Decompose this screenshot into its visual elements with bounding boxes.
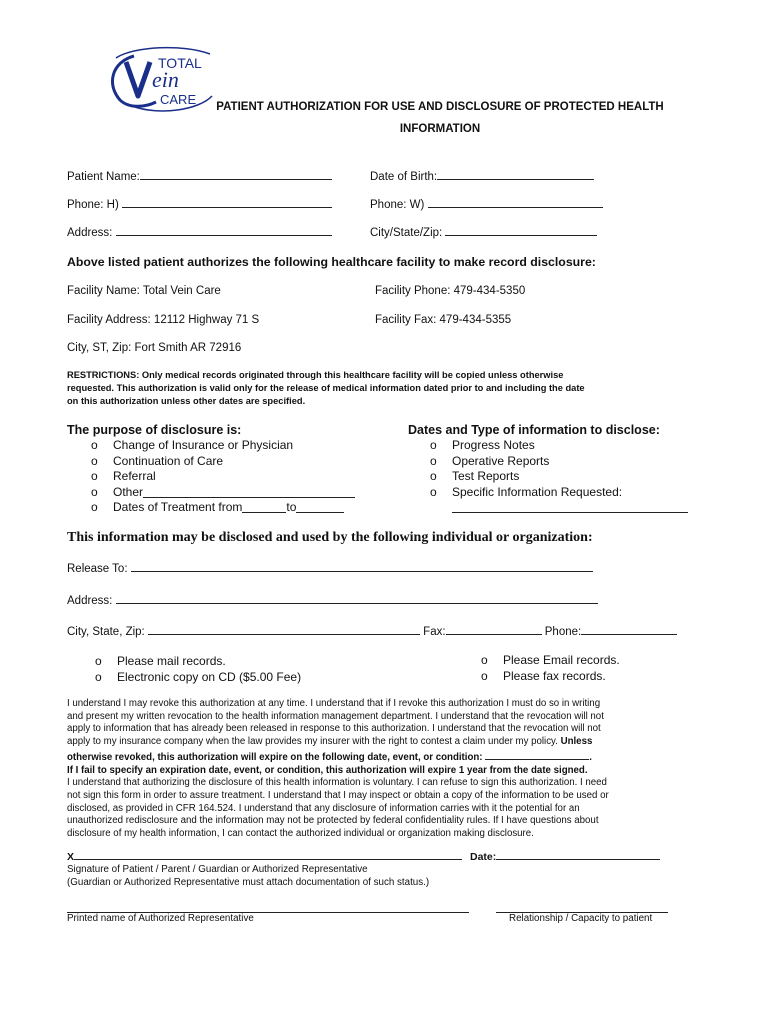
facility-name: Facility Name: Total Vein Care bbox=[67, 285, 221, 297]
restrictions-line: on this authorization unless other dates are specified. bbox=[67, 396, 306, 406]
form-title-line1: PATIENT AUTHORIZATION FOR USE AND DISCLOSURE OF PROTECTED HEALTH bbox=[216, 101, 664, 113]
city-state-zip-blank[interactable] bbox=[445, 224, 597, 236]
purpose-list bbox=[91, 438, 355, 516]
signature-date-field[interactable] bbox=[470, 849, 660, 863]
legal-paragraph-revocation bbox=[67, 698, 707, 841]
purpose-option-referral[interactable] bbox=[91, 469, 355, 485]
patient-name-blank[interactable] bbox=[140, 168, 332, 180]
expiration-blank[interactable] bbox=[485, 749, 589, 760]
delivery-option-mail[interactable] bbox=[95, 654, 301, 670]
delivery-option-email[interactable] bbox=[481, 653, 620, 669]
checkbox-circle-icon[interactable]: o bbox=[430, 438, 437, 452]
address-label: Address: bbox=[67, 227, 113, 239]
option-label: Other bbox=[113, 484, 144, 499]
phone-home-blank[interactable] bbox=[122, 196, 332, 208]
legal-line: not sign this form in order to assure treatment. I understand that I may inspect or obtain a copy of the information to be used or bbox=[67, 789, 609, 801]
option-label: Progress Notes bbox=[452, 438, 535, 452]
release-fax-label: Fax: bbox=[423, 626, 446, 638]
restrictions-line: RESTRICTIONS: Only medical records originated through this healthcare facility will be copied unless otherwise bbox=[67, 370, 564, 380]
signature-x-mark: X bbox=[67, 851, 75, 863]
relationship-caption: Relationship / Capacity to patient bbox=[509, 913, 653, 924]
option-label: Please fax records. bbox=[503, 668, 606, 683]
date-of-birth-blank[interactable] bbox=[437, 168, 594, 180]
printed-name-caption: Printed name of Authorized Representative bbox=[67, 913, 254, 924]
checkbox-circle-icon[interactable]: o bbox=[91, 438, 98, 452]
phone-home-field[interactable] bbox=[67, 196, 332, 211]
checkbox-circle-icon[interactable]: o bbox=[430, 484, 437, 499]
dates-from-blank[interactable] bbox=[242, 500, 286, 513]
purpose-option-continuation-of-care[interactable] bbox=[91, 454, 355, 470]
facility-phone: Facility Phone: 479-434-5350 bbox=[375, 285, 526, 297]
purpose-option-dates-of-treatment[interactable] bbox=[91, 500, 355, 516]
release-city-blank[interactable] bbox=[148, 623, 420, 635]
signature-blank[interactable] bbox=[74, 849, 462, 860]
option-label: Please Email records. bbox=[503, 653, 620, 667]
restrictions-line: requested. This authorization is valid only for the release of medical information dated prior to and including the date bbox=[67, 383, 585, 393]
facility-address: Facility Address: 12112 Highway 71 S bbox=[67, 314, 260, 326]
release-address-label: Address: bbox=[67, 595, 113, 607]
legal-line: disclosure of my health information, I can contact the authorized individual or organization making disclosure. bbox=[67, 828, 534, 840]
option-label: Test Reports bbox=[452, 469, 520, 484]
option-label: Electronic copy on CD ($5.00 Fee) bbox=[117, 669, 302, 684]
checkbox-circle-icon[interactable]: o bbox=[95, 654, 102, 668]
checkbox-circle-icon[interactable]: o bbox=[430, 453, 437, 468]
logo-text-care: CARE bbox=[160, 92, 197, 107]
phone-work-label: Phone: W) bbox=[370, 199, 425, 211]
checkbox-circle-icon[interactable]: o bbox=[91, 500, 98, 515]
legal-line: and present my written revocation to the health information management department. I understand that the revocation will not bbox=[67, 710, 604, 722]
disclosed-heading: This information may be disclosed and used by the following individual or organization: bbox=[67, 530, 593, 545]
delivery-option-fax[interactable] bbox=[481, 669, 620, 685]
unless-text: Unless bbox=[560, 736, 593, 748]
logo-text-total: TOTAL bbox=[158, 55, 202, 71]
checkbox-circle-icon[interactable]: o bbox=[91, 469, 98, 484]
release-to-field[interactable] bbox=[67, 560, 593, 575]
purpose-option-other[interactable] bbox=[91, 485, 355, 501]
dates-to-blank[interactable] bbox=[296, 500, 344, 513]
release-phone-blank[interactable] bbox=[581, 623, 677, 635]
authorizes-heading: Above listed patient authorizes the following healthcare facility to make record disclosure: bbox=[67, 255, 596, 269]
release-address-field[interactable] bbox=[67, 592, 598, 607]
restrictions-block bbox=[67, 369, 585, 408]
signature-caption-note: (Guardian or Authorized Representative must attach documentation of such status.) bbox=[67, 877, 430, 888]
release-city-label: City, State, Zip: bbox=[67, 626, 145, 638]
checkbox-circle-icon[interactable]: o bbox=[481, 653, 488, 667]
delivery-option-cd[interactable] bbox=[95, 670, 301, 686]
phone-work-blank[interactable] bbox=[428, 196, 603, 208]
city-state-zip-label: City/State/Zip: bbox=[370, 227, 443, 239]
release-to-blank[interactable] bbox=[131, 560, 593, 572]
option-label-to: to bbox=[286, 500, 297, 515]
checkbox-circle-icon[interactable]: o bbox=[481, 668, 488, 683]
phone-home-label: Phone: H) bbox=[67, 199, 119, 211]
delivery-options-left bbox=[95, 654, 301, 685]
option-label: Continuation of Care bbox=[113, 453, 224, 468]
dates-type-heading: Dates and Type of information to disclose: bbox=[408, 423, 660, 437]
release-address-blank[interactable] bbox=[116, 592, 598, 604]
expiration-line[interactable]: otherwise revoked, this authorization will expire on the following date, event, or condition: . bbox=[67, 749, 707, 765]
dates-type-list bbox=[430, 438, 688, 513]
legal-line: disclosed, as provided in CFR 164.524. I understand that any disclosure of information carries with it the potential for an bbox=[67, 802, 580, 814]
specific-information-blank[interactable] bbox=[452, 500, 688, 513]
delivery-options-right bbox=[481, 653, 620, 684]
checkbox-circle-icon[interactable]: o bbox=[430, 469, 437, 484]
facility-fax: Facility Fax: 479-434-5355 bbox=[375, 314, 512, 326]
signature-date-label: Date: bbox=[470, 851, 497, 863]
checkbox-circle-icon[interactable]: o bbox=[91, 484, 98, 499]
release-city-field[interactable] bbox=[67, 623, 677, 638]
phone-work-field[interactable] bbox=[370, 196, 603, 211]
legal-line: I understand that authorizing the disclosure of this health information is voluntary. I can refuse to sign this authorization. I need bbox=[67, 777, 607, 789]
other-blank[interactable] bbox=[143, 485, 355, 498]
patient-name-label: Patient Name: bbox=[67, 171, 140, 183]
info-option-test-reports[interactable] bbox=[430, 469, 688, 485]
purpose-option-change-insurance[interactable] bbox=[91, 438, 355, 454]
date-of-birth-label: Date of Birth: bbox=[370, 171, 438, 183]
fail-to-specify-line: If I fail to specify an expiration date, event, or condition, this authorization will expire 1 year from the date signed. bbox=[67, 764, 588, 776]
legal-line: I understand I may revoke this authorization at any time. I understand that if I revoke this authorization I must do so in writing bbox=[67, 698, 601, 709]
option-label: Specific Information Requested: bbox=[452, 484, 623, 499]
release-to-label: Release To: bbox=[67, 563, 128, 575]
release-phone-label: Phone: bbox=[544, 626, 582, 638]
patient-name-field[interactable] bbox=[67, 168, 332, 183]
facility-city: City, ST, Zip: Fort Smith AR 72916 bbox=[67, 342, 242, 354]
info-option-operative-reports[interactable] bbox=[430, 454, 688, 470]
logo-text-vein: ein bbox=[152, 67, 179, 92]
option-label: Operative Reports bbox=[452, 453, 550, 468]
address-field[interactable] bbox=[67, 224, 332, 239]
legal-line: unauthorized redisclosure and the information may not be protected by federal confidentiality rules. If I have questions about bbox=[67, 815, 599, 827]
release-fax-blank[interactable] bbox=[446, 623, 542, 635]
city-state-zip-field[interactable] bbox=[370, 224, 597, 239]
date-of-birth-field[interactable] bbox=[370, 168, 594, 183]
option-label: Change of Insurance or Physician bbox=[113, 438, 294, 452]
info-option-specific-information[interactable] bbox=[430, 485, 688, 501]
form-title-line2: INFORMATION bbox=[399, 123, 481, 135]
specific-information-line[interactable] bbox=[430, 500, 688, 513]
option-label: Dates of Treatment from bbox=[113, 500, 243, 515]
purpose-heading: The purpose of disclosure is: bbox=[67, 423, 242, 437]
signature-field[interactable] bbox=[67, 849, 462, 863]
signature-date-blank[interactable] bbox=[496, 849, 660, 860]
legal-line: apply to my insurance company when the law provides my insurer with the right to contest a claim under my policy. Unless bbox=[67, 736, 593, 748]
checkbox-circle-icon[interactable]: o bbox=[95, 669, 102, 684]
checkbox-circle-icon[interactable]: o bbox=[91, 453, 98, 468]
address-blank[interactable] bbox=[116, 224, 332, 236]
option-label: Please mail records. bbox=[117, 654, 226, 668]
signature-caption: Signature of Patient / Parent / Guardian or Authorized Representative bbox=[67, 864, 368, 875]
option-label: Referral bbox=[113, 469, 156, 484]
info-option-progress-notes[interactable] bbox=[430, 438, 688, 454]
legal-line: apply to information that has already been released in response to this authorization. I understand that the revocation will not bbox=[67, 723, 601, 735]
